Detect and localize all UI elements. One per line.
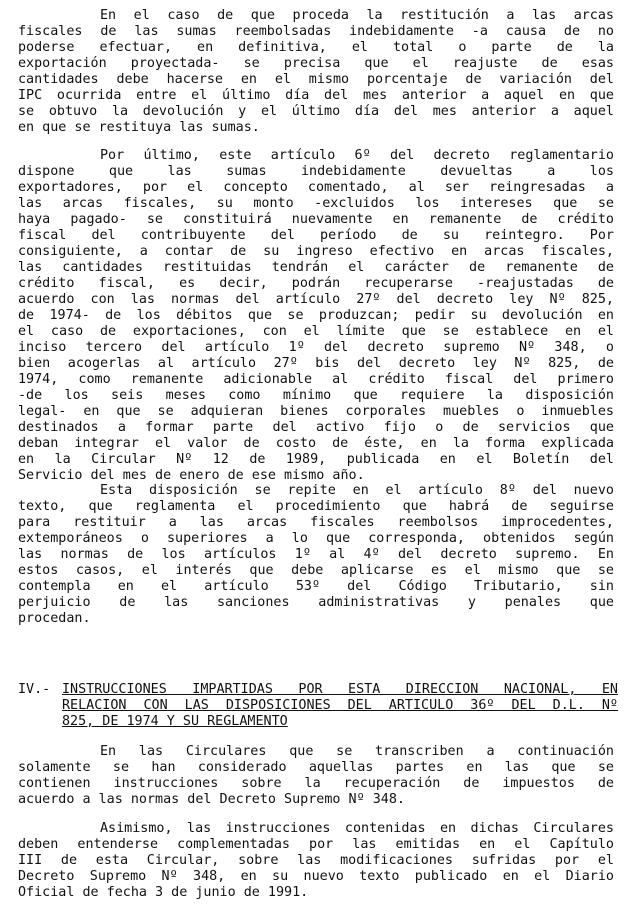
text-line: haya pagado- se constituirá nuevamente en remanente de crédito xyxy=(18,212,614,227)
text-line: III de esta Circular, sobre las modificaciones sufridas por el xyxy=(18,853,614,868)
text-line: fiscales de las sumas reembolsadas indebidamente -a causa de no xyxy=(18,24,614,39)
text-line: fiscal del contribuyente del período de su reintegro. Por xyxy=(18,228,614,243)
text-line: se obtuvo la devolución y el último día del mes anterior a aquel xyxy=(18,104,614,119)
paragraph-circulars-transcribed xyxy=(18,744,614,808)
text-line: destinados a formar parte del activo fijo o de servicios que xyxy=(18,420,614,435)
text-line: de 1974- de los débitos que se produzcan; pedir su devolución en xyxy=(18,308,614,323)
text-line: consiguiente, a contar de su ingreso efectivo en arcas fiscales, xyxy=(18,244,614,259)
text-line: cantidades debe hacerse en el mismo porcentaje de variación del xyxy=(18,72,614,87)
text-line: en la Circular Nº 12 de 1989, publicada en el Boletín del xyxy=(18,452,614,467)
text-line: -de los seis meses como mínimo que requiere la disposición xyxy=(18,388,614,403)
text-line: exportadores, por el concepto comentado, al ser reingresadas a xyxy=(18,180,614,195)
text-line: texto, que reglamenta el procedimiento que habrá de seguirse xyxy=(18,499,614,514)
text-line: para restituir a las arcas fiscales reembolsos improcedentes, xyxy=(18,515,614,530)
text-line: Oficial de fecha 3 de junio de 1991. xyxy=(18,885,309,900)
section-title-line: RELACION CON LAS DISPOSICIONES DEL ARTICULO 36º DEL D.L. Nº xyxy=(62,698,618,713)
paragraph-restitution-adjustment xyxy=(18,8,614,136)
text-line: deben entenderse complementadas por las emitidas en el Capítulo xyxy=(18,837,614,852)
text-line: legal- en que se adquieran bienes corporales muebles o inmuebles xyxy=(18,404,614,419)
text-line: contempla en el artículo 53º del Código Tributario, sin xyxy=(18,579,614,594)
text-line: En las Circulares que se transcriben a continuación xyxy=(100,744,614,759)
paragraph-article-8 xyxy=(18,483,614,627)
text-line: Servicio del mes de enero de ese mismo año. xyxy=(18,468,365,483)
text-line: las normas de los artículos 1º al 4º del decreto supremo. En xyxy=(18,547,614,562)
text-line: acuerdo con las normas del artículo 27º del decreto ley Nº 825, xyxy=(18,292,614,307)
text-line: Por último, este artículo 6º del decreto reglamentario xyxy=(100,148,614,163)
section-number: IV.- xyxy=(18,682,51,697)
text-line: las arcas fiscales, su monto -excluidos los intereses que se xyxy=(18,196,614,211)
text-line: poderse efectuar, en definitiva, el total o parte de la xyxy=(18,40,614,55)
section-title xyxy=(62,682,618,730)
text-line: deban integrar el valor de costo de éste, en la forma explicada xyxy=(18,436,614,451)
text-line: Esta disposición se repite en el artículo 8º del nuevo xyxy=(100,483,614,498)
text-line: el caso de exportaciones, con el límite que se establece en el xyxy=(18,324,614,339)
text-line: 1974, como remanente adicionable al crédito fiscal del primero xyxy=(18,372,614,387)
text-line: perjuicio de las sanciones administrativas y penales que xyxy=(18,595,614,610)
text-line: bien acogerlas al artículo 27º bis del decreto ley Nº 825, de xyxy=(18,356,614,371)
text-line: inciso tercero del artículo 1º del decreto supremo Nº 348, o xyxy=(18,340,614,355)
text-line: acuerdo a las normas del Decreto Supremo Nº 348. xyxy=(18,792,405,807)
paragraph-complementary-instructions xyxy=(18,821,614,901)
text-line: Asimismo, las instrucciones contenidas en dichas Circulares xyxy=(100,821,614,836)
text-line: procedan. xyxy=(18,611,91,626)
text-line: las cantidades restituidas tendrán el carácter de remanente de xyxy=(18,260,614,275)
text-line: contienen instrucciones sobre la recuperación de impuestos de xyxy=(18,776,614,791)
paragraph-article-6 xyxy=(18,148,614,484)
text-line: en que se restituya las sumas. xyxy=(18,120,260,135)
text-line: Decreto Supremo Nº 348, en su nuevo texto publicado en el Diario xyxy=(18,869,614,884)
text-line: crédito fiscal, es decir, podrán recuperarse -reajustadas de xyxy=(18,276,614,291)
text-line: En el caso de que proceda la restitución a las arcas xyxy=(100,8,614,23)
section-title-line: INSTRUCCIONES IMPARTIDAS POR ESTA DIRECCION NACIONAL, EN xyxy=(62,682,618,697)
section-title-line: 825, DE 1974 Y SU REGLAMENTO xyxy=(62,714,288,729)
text-line: exportación proyectada- se precisa que el reajuste de esas xyxy=(18,56,614,71)
text-line: solamente se han considerado aquellas partes en las que se xyxy=(18,760,614,775)
text-line: extemporáneos o superiores a lo que corresponda, obtenidos según xyxy=(18,531,614,546)
text-line: IPC ocurrida entre el último día del mes anterior a aquel en que xyxy=(18,88,614,103)
text-line: estos casos, el interés que debe aplicarse es el mismo que se xyxy=(18,563,614,578)
text-line: dispone que las sumas indebidamente devueltas a los xyxy=(18,164,614,179)
